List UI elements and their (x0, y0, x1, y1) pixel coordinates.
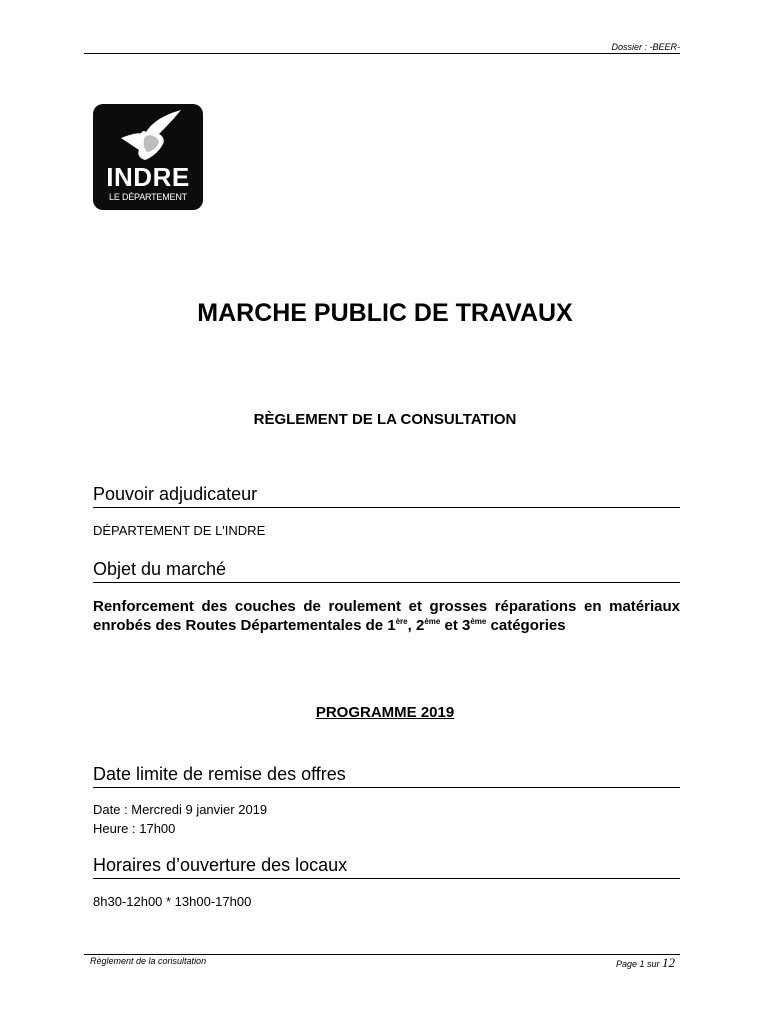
date-limite-heading: Date limite de remise des offres (93, 764, 680, 788)
bird-icon (93, 104, 203, 164)
programme-title: PROGRAMME 2019 (315, 704, 455, 721)
footer-page-number (616, 955, 675, 971)
objet-sep2: et 3 (440, 617, 471, 634)
objet-text (93, 597, 680, 635)
horaires-heading: Horaires d’ouverture des locaux (93, 855, 680, 879)
footer-page-total: 12 (662, 955, 675, 970)
pouvoir-text: DÉPARTEMENT DE L'INDRE (93, 523, 266, 538)
footer-rule (84, 954, 680, 955)
pouvoir-heading: Pouvoir adjudicateur (93, 484, 680, 508)
objet-sup3: ème (470, 617, 487, 626)
date-limite-heure: Heure : 17h00 (93, 821, 176, 836)
objet-sep1: , 2 (407, 617, 425, 634)
indre-logo (93, 104, 203, 210)
objet-sup2: ème (424, 617, 441, 626)
footer-page-prefix: Page 1 sur (615, 959, 662, 969)
header-dossier-ref: Dossier : -BEER- (611, 42, 680, 52)
date-limite-date: Date : Mercredi 9 janvier 2019 (93, 802, 268, 817)
document-subtitle: RÈGLEMENT DE LA CONSULTATION (253, 411, 517, 428)
logo-subtitle: LE DÉPARTEMENT (109, 192, 187, 202)
header-rule (84, 53, 680, 54)
horaires-text: 8h30-12h00 * 13h00-17h00 (93, 894, 252, 909)
objet-part2: catégories (486, 617, 566, 634)
objet-part1: Renforcement des couches de roulement et grosses réparations en matériaux enrobés des Routes Départementales de 1 (93, 598, 680, 634)
logo-title: INDRE (106, 162, 190, 192)
objet-sup1: ère (395, 617, 408, 626)
page-title: MARCHE PUBLIC DE TRAVAUX (197, 299, 573, 327)
footer-document-name: Règlement de la consultation (90, 956, 207, 966)
objet-heading: Objet du marché (93, 559, 680, 583)
